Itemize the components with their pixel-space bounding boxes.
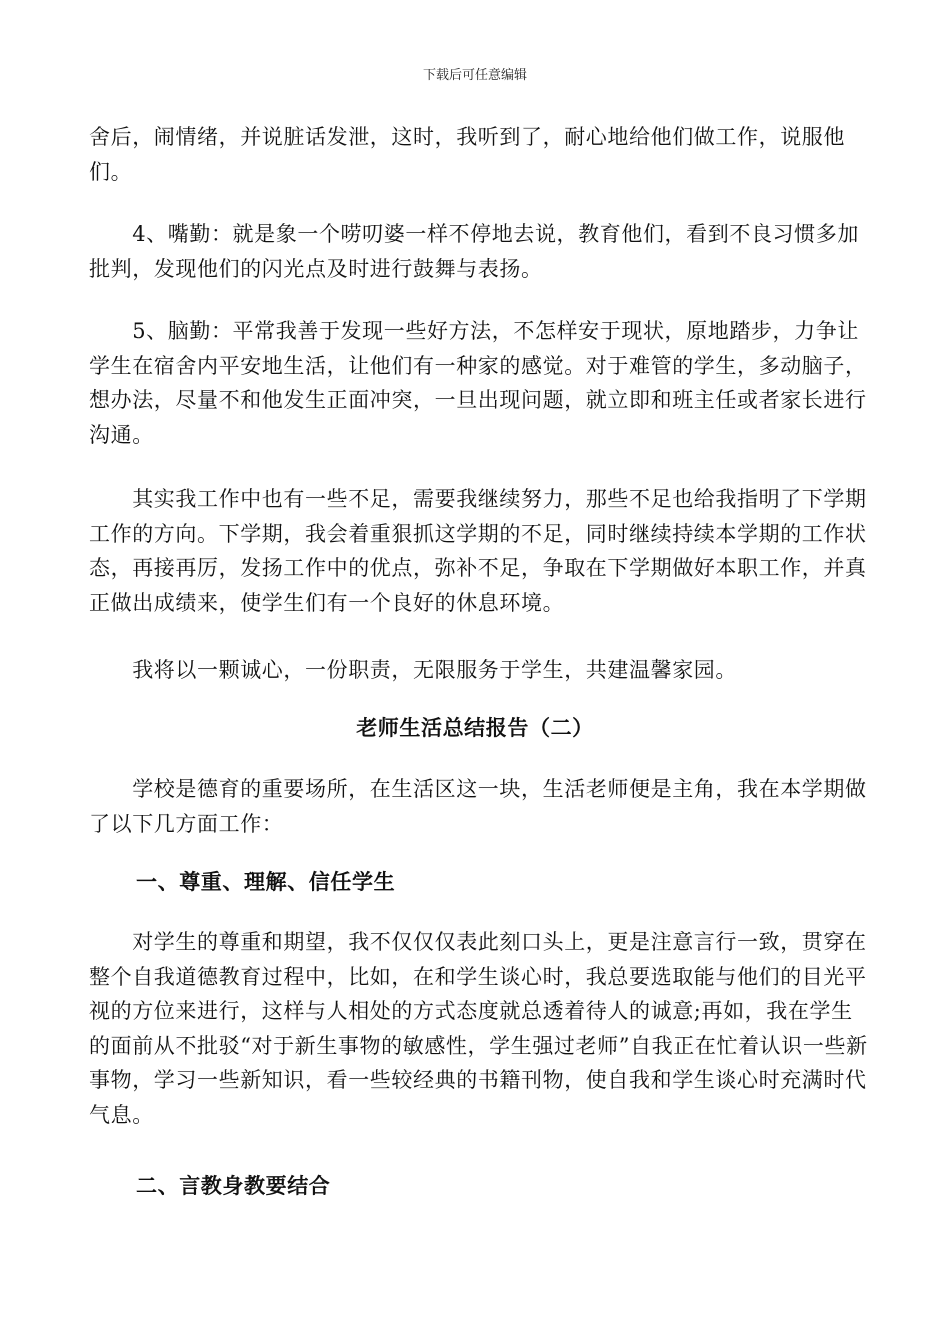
page-header: 下载后可任意编辑 xyxy=(422,68,527,83)
paragraph-respect: 对学生的尊重和期望，我不仅仅仅表此刻口头上，更是注意言行一致，贯穿在整个自我道德教育过程中，比如，在和学生谈心时，我总要选取能与他们的目光平视的方位来进行，这样与人相处的方式态度就总透着待人的诚意;再如，我在学生的面前从不批驳“对于新生事物的敏感性，学生强过老师”自我正在忙着认识一些新事物，学习一些新知识，看一些较经典的书籍刊物，使自我和学生谈心时充满时代气息。 xyxy=(89,930,868,1127)
paragraph-item-4: 4、嘴勤：就是象一个唠叨婆一样不停地去说，教育他们，看到不良习惯多加批判，发现他们的闪光点及时进行鼓舞与表扬。 xyxy=(89,222,859,281)
section-heading-2: 二、言教身教要结合 xyxy=(136,1173,331,1198)
paragraph-intro: 学校是德育的重要场所，在生活区这一块，生活老师便是主角，我在本学期做了以下几方面工作： xyxy=(89,777,867,836)
section-heading-1: 一、尊重、理解、信任学生 xyxy=(136,869,396,894)
paragraph-closing: 我将以一颗诚心，一份职责，无限服务于学生，共建温馨家园。 xyxy=(89,658,737,682)
report-title: 老师生活总结报告（二） xyxy=(356,715,594,740)
paragraph-continuation: 舍后，闹情绪，并说脏话发泄，这时，我听到了，耐心地给他们做工作，说服他们。 xyxy=(89,125,845,184)
paragraph-item-5: 5、脑勤：平常我善于发现一些好方法，不怎样安于现状，原地踏步，力争让学生在宿舍内平安地生活，让他们有一种家的感觉。对于难管的学生，多动脑子，想办法，尽量不和他发生正面冲突，一旦出现问题，就立即和班主任或者家长进行沟通。 xyxy=(89,319,867,447)
paragraph-shortcomings: 其实我工作中也有一些不足，需要我继续努力，那些不足也给我指明了下学期工作的方向。下学期，我会着重狠抓这学期的不足，同时继续持续本学期的工作状态，再接再厉，发扬工作中的优点，弥补不足，争取在下学期做好本职工作，并真正做出成绩来，使学生们有一个良好的休息环境。 xyxy=(89,487,867,615)
